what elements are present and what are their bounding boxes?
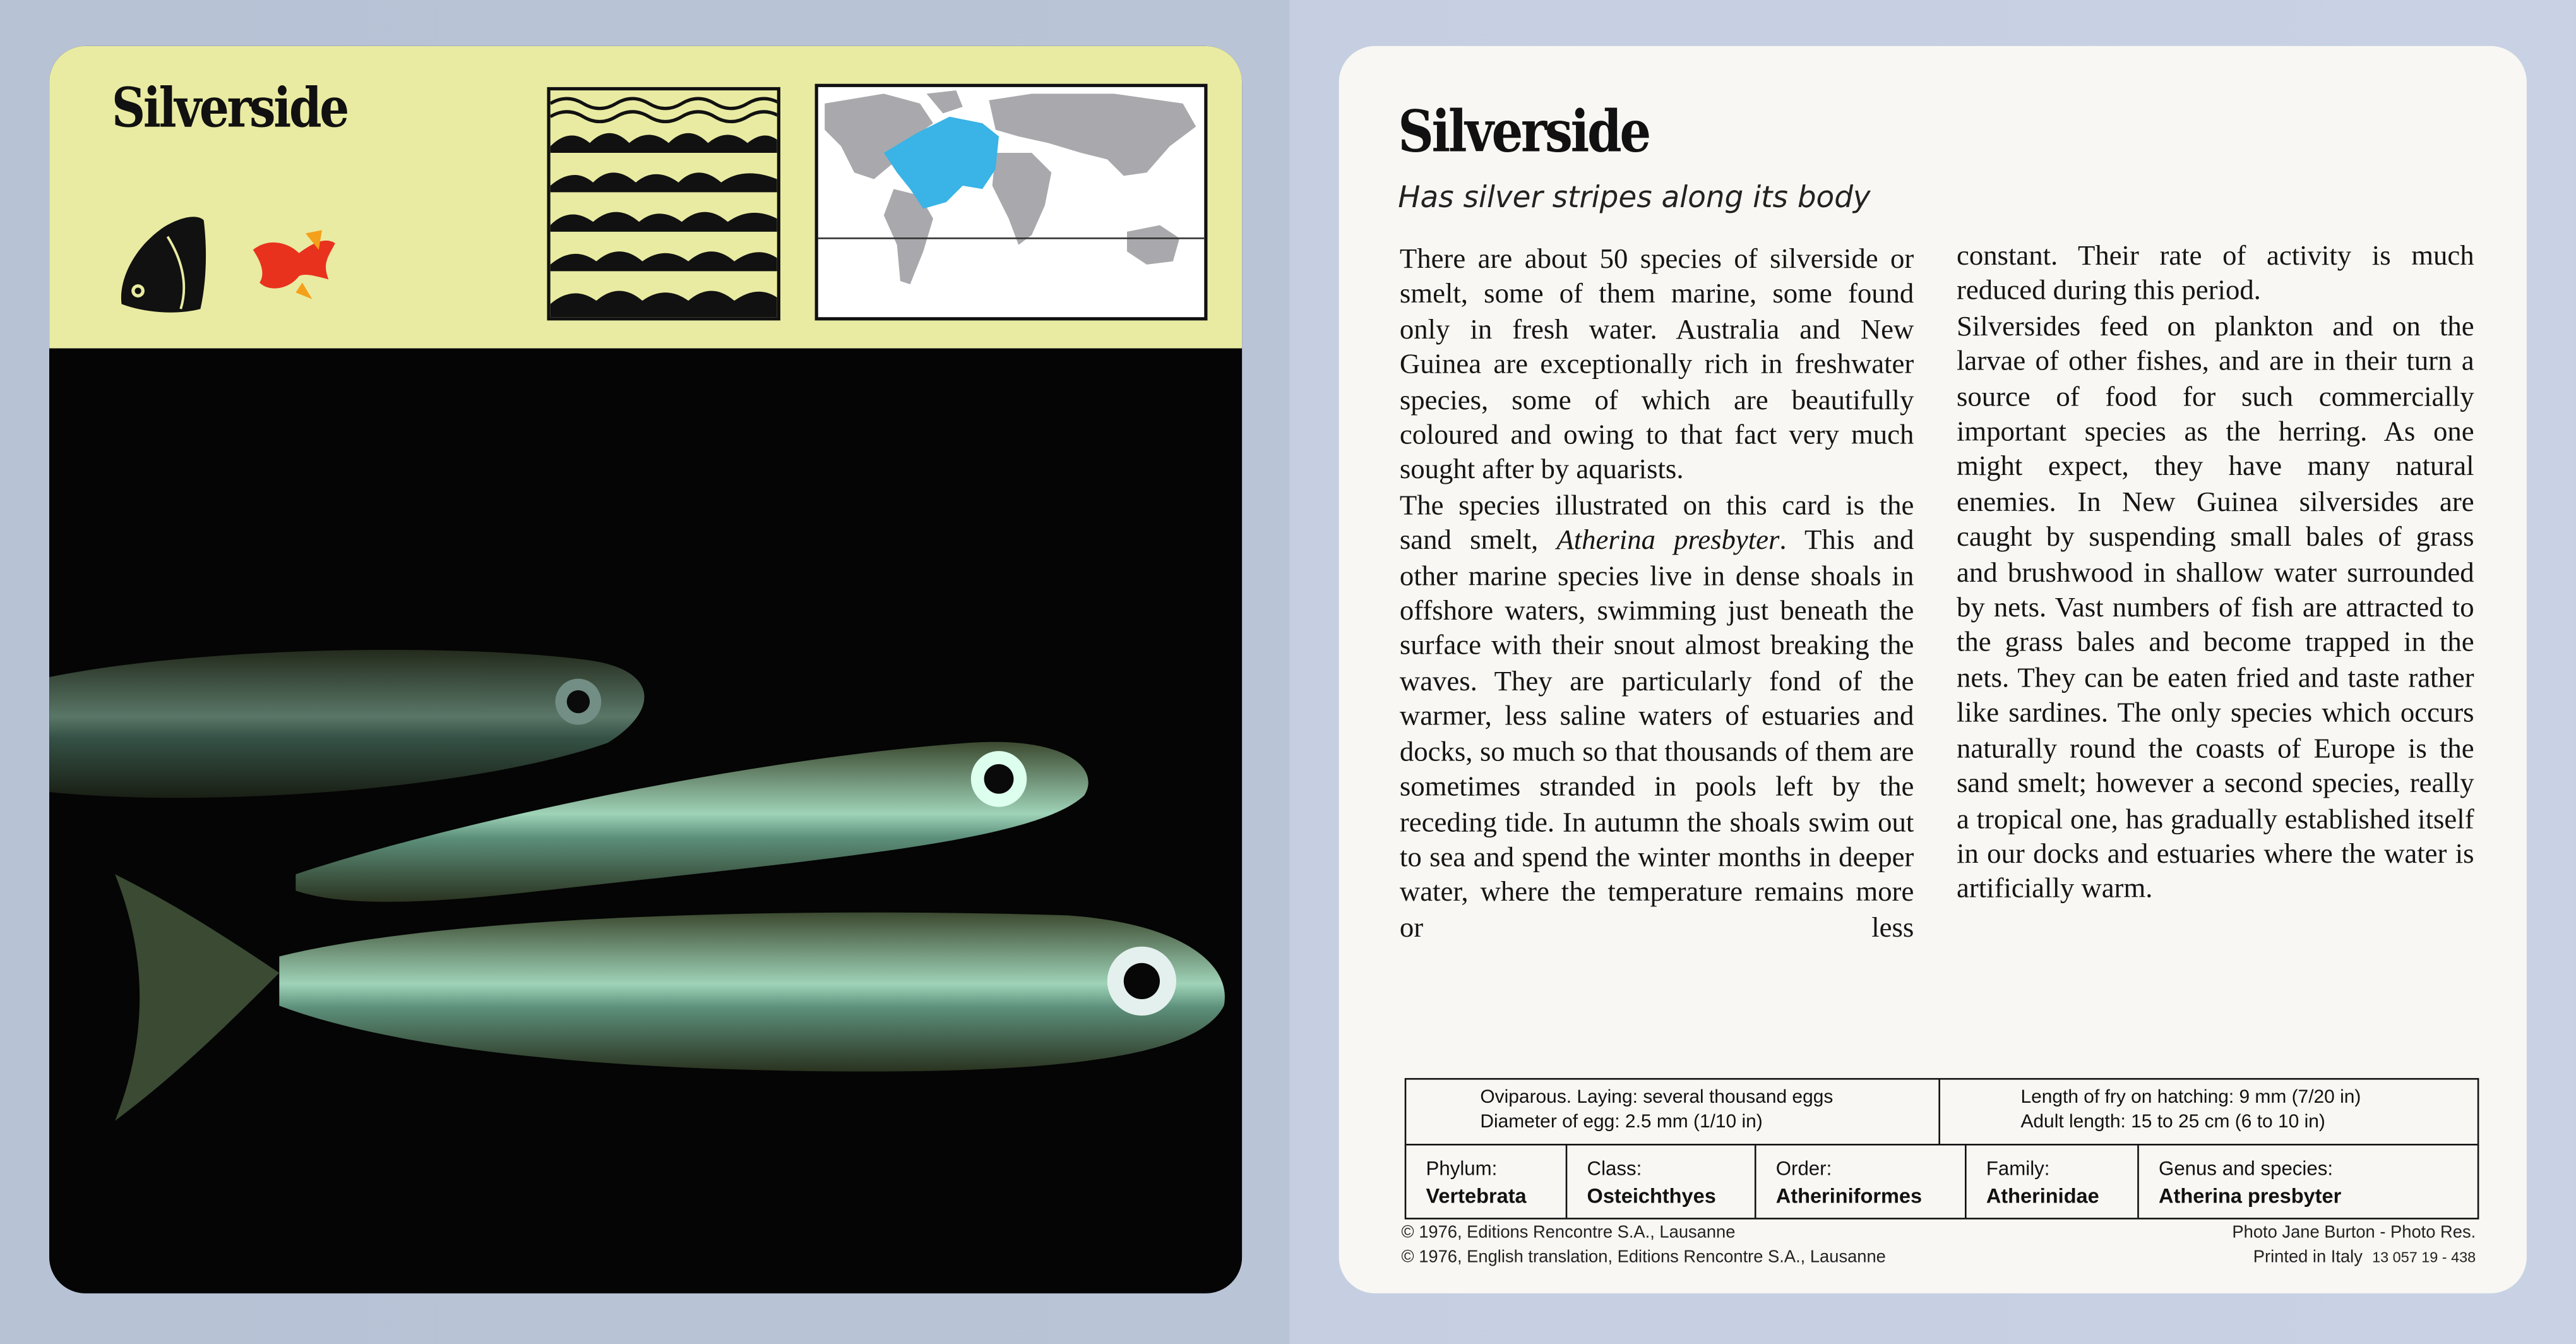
fact: Length of fry on hatching: 9 mm (7/20 in) — [2020, 1088, 2361, 1108]
taxonomy-genus-species — [2139, 1146, 2478, 1218]
taxonomy-family — [1967, 1146, 2139, 1218]
facts-row — [1406, 1080, 2478, 1146]
fact: Adult length: 15 to 25 cm (6 to 10 in) — [2020, 1112, 2325, 1132]
taxonomy-order — [1756, 1146, 1967, 1218]
red-fish-icon — [246, 227, 342, 303]
value: Atheriniformes — [1775, 1185, 1923, 1208]
paragraph: There are about 50 species of silverside or smelt, some of them marine, some found only in fresh water. Australia and New Guinea are exceptionally rich in freshwater species, some of which are beautifully coloured and owing to that fact very much sought after by aquarists. — [1399, 243, 1914, 486]
waves-icon — [547, 87, 780, 320]
card-back — [1339, 46, 2527, 1293]
printed-in: Printed in Italy — [2253, 1247, 2363, 1268]
paragraph: constant. Their rate of activity is much reduced during this period. — [1956, 239, 2474, 307]
label: Family: — [1986, 1156, 2050, 1180]
species-name: Atherina presbyter — [1556, 524, 1780, 556]
text: . This and other marine species live in dense shoals in offshore waters, swimming just beneath the surface with their snout almost breaking the waves. They are particularly fond of the warmer, less saline waters of estuaries and docks, so much so that thousands of them are sometimes stranded in pools left by the receding tide. In autumn the shoals swim out to sea and spend the winter months in deeper water, where the temperature remains more or less — [1399, 524, 1914, 943]
label: Genus and species: — [2159, 1156, 2334, 1180]
paragraph: Silversides feed on plankton and on the larvae of other fishes, and are in their turn a source of food for such commercially important species as the herring. As one might expect, they have many natural enemies. In New Guinea silversides are caught by suspending small bales of grass and brushwood in shallow water surrounded by nets. Vast numbers of fish are attracted to the grass bales and become trapped in the nets. They can be eaten fried and taste rather like sardines. The only species which occurs naturally round the coasts of Europe is the sand smelt; however a second species, really a tropical one, has gradually established itself in our docks and estuaries where the water is artificially warm. — [1956, 310, 2474, 904]
size-facts — [1940, 1080, 2478, 1144]
taxonomy-phylum — [1406, 1146, 1567, 1218]
value: Atherina presbyter — [2159, 1185, 2342, 1208]
front-title: Silverside — [111, 75, 347, 140]
label: Order: — [1775, 1156, 1832, 1180]
reproduction-facts — [1406, 1080, 1940, 1144]
taxonomy-class — [1567, 1146, 1756, 1218]
subtitle: Has silver stripes along its body — [1398, 181, 1871, 215]
photo-credit: Photo Jane Burton - Photo Res. — [2232, 1222, 2476, 1243]
facts-table — [1405, 1078, 2479, 1220]
value: Atherinidae — [1986, 1185, 2099, 1208]
print-info — [2253, 1247, 2476, 1267]
text-column-2 — [1957, 238, 2474, 906]
copyright-2: © 1976, English translation, Editions Rencontre S.A., Lausanne — [1401, 1247, 1886, 1268]
world-map — [815, 84, 1208, 321]
back-title: Silverside — [1398, 99, 1649, 166]
text-column-1 — [1400, 241, 1914, 945]
label: Class: — [1587, 1156, 1642, 1180]
fish-photo — [49, 349, 1242, 1293]
fact: Diameter of egg: 2.5 mm (1/10 in) — [1480, 1112, 1763, 1132]
fact: Oviparous. Laying: several thousand eggs — [1480, 1088, 1834, 1108]
taxonomy-row — [1406, 1146, 2478, 1218]
card-code: 13 057 19 - 438 — [2372, 1249, 2476, 1266]
value: Osteichthyes — [1587, 1185, 1716, 1208]
card-header-band — [49, 46, 1242, 349]
fish-head-silhouette-icon — [118, 213, 210, 315]
label: Phylum: — [1426, 1156, 1498, 1180]
value: Vertebrata — [1426, 1185, 1527, 1208]
card-front — [49, 46, 1242, 1293]
text: The species illustrated on this card is the sand smelt, — [1399, 489, 1914, 556]
copyright-1: © 1976, Editions Rencontre S.A., Lausanne — [1401, 1222, 1736, 1243]
paragraph — [1400, 488, 1914, 945]
